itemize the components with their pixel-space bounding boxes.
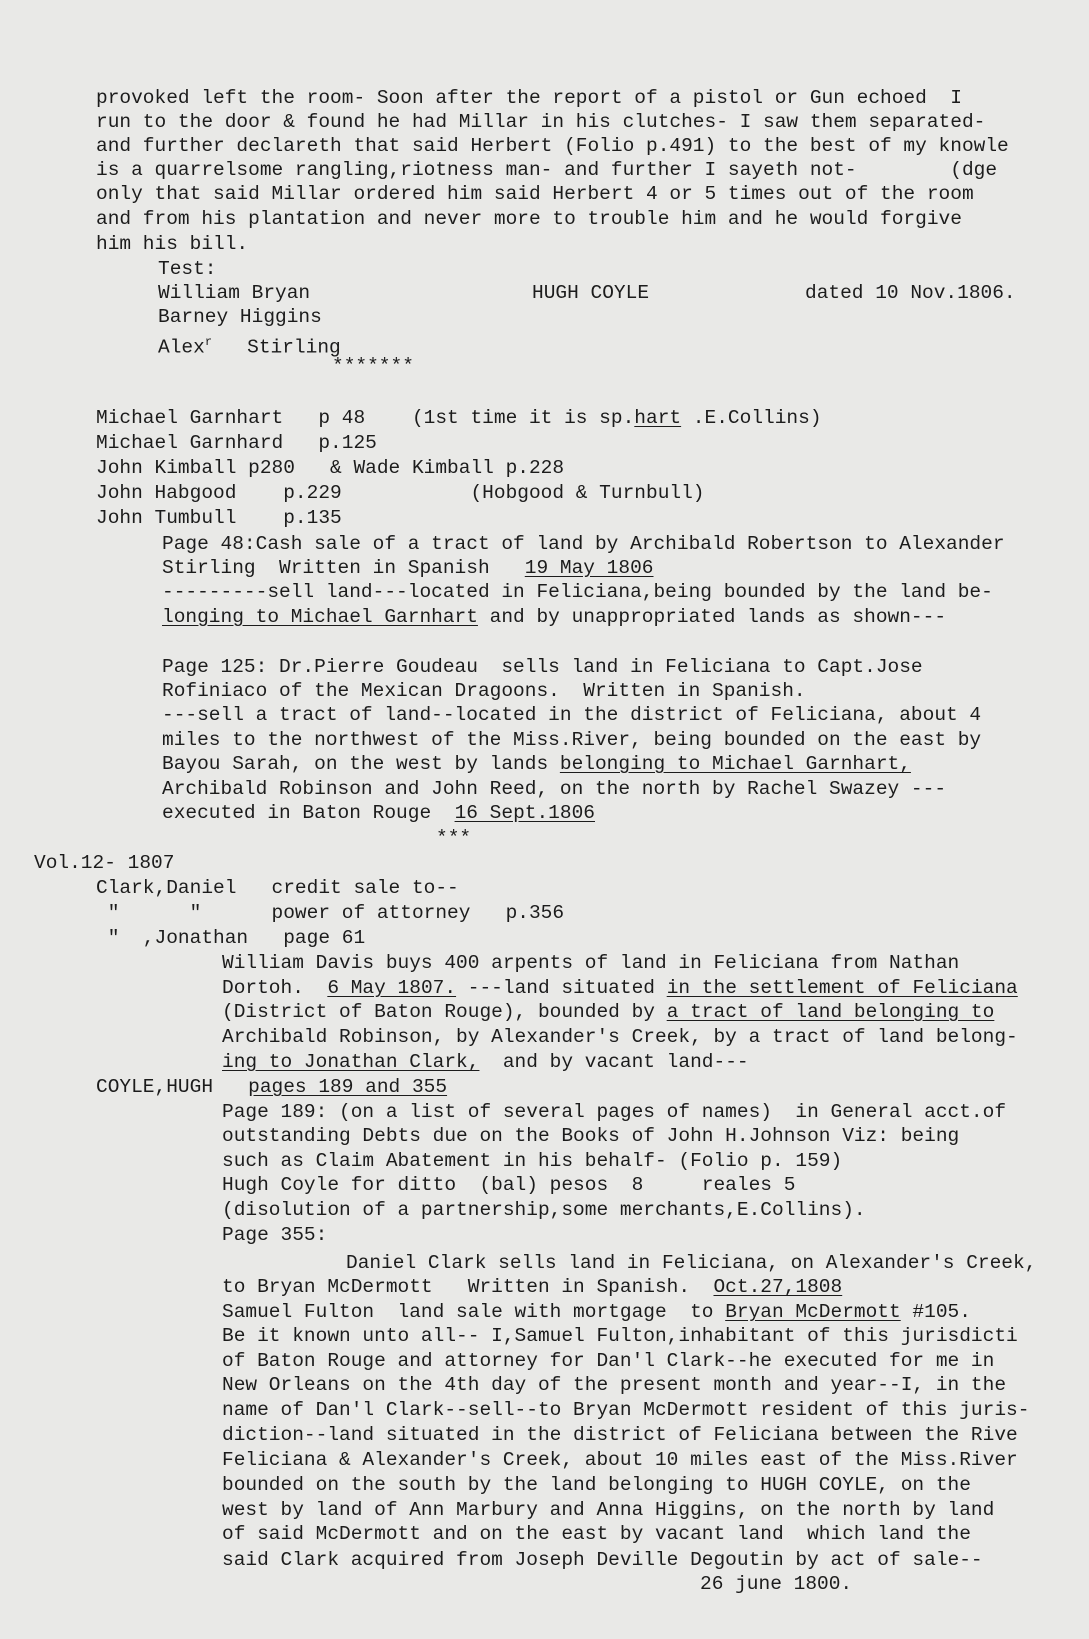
test-label: Test: bbox=[158, 258, 217, 280]
underlined-text: 16 Sept.1806 bbox=[454, 802, 595, 824]
text-line: Rofiniaco of the Mexican Dragoons. Written in Spanish. bbox=[162, 680, 806, 702]
text-line bbox=[222, 1300, 971, 1324]
index-entry: " ,Jonathan page 61 bbox=[96, 927, 366, 949]
underlined-text: Bryan McDermott bbox=[725, 1301, 901, 1323]
index-entry: John Habgood p.229 (Hobgood & Turnbull) bbox=[96, 482, 705, 504]
text-line: Page 48:Cash sale of a tract of land by Archibald Robertson to Alexander bbox=[162, 533, 1005, 555]
witness-last: Stirling bbox=[247, 336, 341, 359]
text-line: New Orleans on the 4th day of the present month and year--I, in the bbox=[222, 1374, 1007, 1396]
text-line: run to the door & found he had Millar in his clutches- I saw them separated- bbox=[96, 111, 986, 133]
entry-heading: COYLE,HUGH bbox=[96, 1076, 249, 1098]
text-line bbox=[162, 556, 654, 580]
text-line: is a quarrelsome rangling,riotness man- and further I sayeth not- (dge bbox=[96, 159, 998, 181]
section-separator: ******* bbox=[332, 355, 414, 377]
document-date: dated 10 Nov.1806. bbox=[805, 282, 1016, 304]
text-line: provoked left the room- Soon after the report of a pistol or Gun echoed I bbox=[96, 87, 962, 109]
section-separator: *** bbox=[436, 827, 472, 849]
text-line bbox=[222, 1050, 749, 1074]
underlined-text: ing to Jonathan Clark, bbox=[222, 1051, 480, 1073]
index-entry: John Kimball p280 & Wade Kimball p.228 bbox=[96, 457, 565, 479]
witness-first: Alex bbox=[158, 336, 205, 359]
underlined-text: hart bbox=[634, 407, 682, 429]
index-entry bbox=[96, 406, 822, 430]
text-line bbox=[162, 752, 911, 776]
index-entry: Michael Garnhard p.125 bbox=[96, 432, 377, 454]
text-line: Page 189: (on a list of several pages of names) in General acct.of bbox=[222, 1101, 1007, 1123]
underlined-text: in the settlement of Feliciana bbox=[666, 977, 1018, 999]
underlined-text: Oct.27,1808 bbox=[713, 1276, 843, 1298]
text-span: and by unappropriated lands as shown--- bbox=[477, 606, 947, 628]
text-line bbox=[222, 1000, 994, 1024]
text-line: ---sell a tract of land--located in the district of Feliciana, about 4 bbox=[162, 704, 982, 726]
text-span: Samuel Fulton land sale with mortgage to bbox=[222, 1301, 726, 1323]
underlined-text: 19 May 1806 bbox=[524, 557, 654, 579]
text-line: and further declareth that said Herbert (Folio p.491) to the best of my knowle bbox=[96, 135, 1009, 157]
witness-superscript: r bbox=[204, 335, 213, 349]
underlined-text: longing to Michael Garnhart bbox=[162, 606, 478, 628]
witness-name: William Bryan bbox=[158, 282, 311, 304]
text-span: Stirling Written in Spanish bbox=[162, 557, 525, 579]
text-span: Dortoh. bbox=[222, 977, 328, 999]
text-line: 26 june 1800. bbox=[700, 1573, 853, 1595]
text-line: Page 125: Dr.Pierre Goudeau sells land in Feliciana to Capt.Jose bbox=[162, 656, 923, 678]
text-line bbox=[162, 605, 946, 629]
text-line bbox=[222, 976, 1018, 1000]
text-line: Archibald Robinson and John Reed, on the north by Rachel Swazey --- bbox=[162, 778, 947, 800]
text-line: and from his plantation and never more to trouble him and he would forgive bbox=[96, 208, 962, 230]
text-line: ---------sell land---located in Feliciana,being bounded by the land be- bbox=[162, 581, 993, 603]
text-line: Page 355: bbox=[222, 1224, 328, 1246]
text-line: only that said Millar ordered him said Herbert 4 or 5 times out of the room bbox=[96, 183, 974, 205]
text-line: of Baton Rouge and attorney for Dan'l Clark--he executed for me in bbox=[222, 1350, 995, 1372]
text-span: Bayou Sarah, on the west by lands bbox=[162, 753, 560, 775]
underlined-text: pages 189 and 355 bbox=[248, 1076, 448, 1098]
text-line: Hugh Coyle for ditto (bal) pesos 8 reales 5 bbox=[222, 1174, 796, 1196]
text-line: miles to the northwest of the Miss.River, being bounded on the east by bbox=[162, 729, 982, 751]
witness-name: Barney Higgins bbox=[158, 306, 322, 328]
text-line: William Davis buys 400 arpents of land in Feliciana from Nathan bbox=[222, 952, 960, 974]
underlined-text: a tract of land belonging to bbox=[666, 1001, 995, 1023]
text-line: Feliciana & Alexander's Creek, about 10 miles east of the Miss.River bbox=[222, 1449, 1018, 1471]
text-line: of said McDermott and on the east by vacant land which land the bbox=[222, 1523, 971, 1545]
witness-name bbox=[158, 330, 341, 360]
text-line: diction--land situated in the district of Feliciana between the Rive bbox=[222, 1424, 1018, 1446]
text-line: (disolution of a partnership,some merchants,E.Collins). bbox=[222, 1199, 866, 1221]
text-line: Daniel Clark sells land in Feliciana, on Alexander's Creek, bbox=[346, 1252, 1037, 1274]
underlined-text: 6 May 1807. bbox=[327, 977, 457, 999]
text-line: Archibald Robinson, by Alexander's Creek, by a tract of land belong- bbox=[222, 1026, 1018, 1048]
text-span: ---land situated bbox=[456, 977, 667, 999]
text-span: #105. bbox=[900, 1301, 971, 1323]
text-line: west by land of Ann Marbury and Anna Higgins, on the north by land bbox=[222, 1499, 995, 1521]
index-entry bbox=[96, 1075, 447, 1099]
index-entry: Clark,Daniel credit sale to-- bbox=[96, 877, 459, 899]
text-line: bounded on the south by the land belonging to HUGH COYLE, on the bbox=[222, 1474, 971, 1496]
signer-name: HUGH COYLE bbox=[532, 282, 650, 304]
index-entry: John Tumbull p.135 bbox=[96, 507, 342, 529]
text-span: and by vacant land--- bbox=[479, 1051, 749, 1073]
text-line: such as Claim Abatement in his behalf- (Folio p. 159) bbox=[222, 1150, 843, 1172]
index-text: .E.Collins) bbox=[681, 407, 822, 429]
underlined-text: belonging to Michael Garnhart, bbox=[559, 753, 911, 775]
text-span: executed in Baton Rouge bbox=[162, 802, 455, 824]
text-line: said Clark acquired from Joseph Deville Degoutin by act of sale-- bbox=[222, 1549, 983, 1571]
text-line: outstanding Debts due on the Books of John H.Johnson Viz: being bbox=[222, 1125, 960, 1147]
volume-heading: Vol.12- 1807 bbox=[34, 852, 175, 874]
text-span: (District of Baton Rouge), bounded by bbox=[222, 1001, 667, 1023]
text-line bbox=[162, 801, 595, 825]
text-line: Be it known unto all-- I,Samuel Fulton,inhabitant of this jurisdicti bbox=[222, 1325, 1018, 1347]
text-line bbox=[222, 1275, 842, 1299]
text-line: him his bill. bbox=[96, 233, 249, 255]
index-entry: " " power of attorney p.356 bbox=[96, 902, 565, 924]
index-text: Michael Garnhart p 48 (1st time it is sp. bbox=[96, 407, 635, 429]
text-span: to Bryan McDermott Written in Spanish. bbox=[222, 1276, 714, 1298]
text-line: name of Dan'l Clark--sell--to Bryan McDermott resident of this juris- bbox=[222, 1399, 1030, 1421]
